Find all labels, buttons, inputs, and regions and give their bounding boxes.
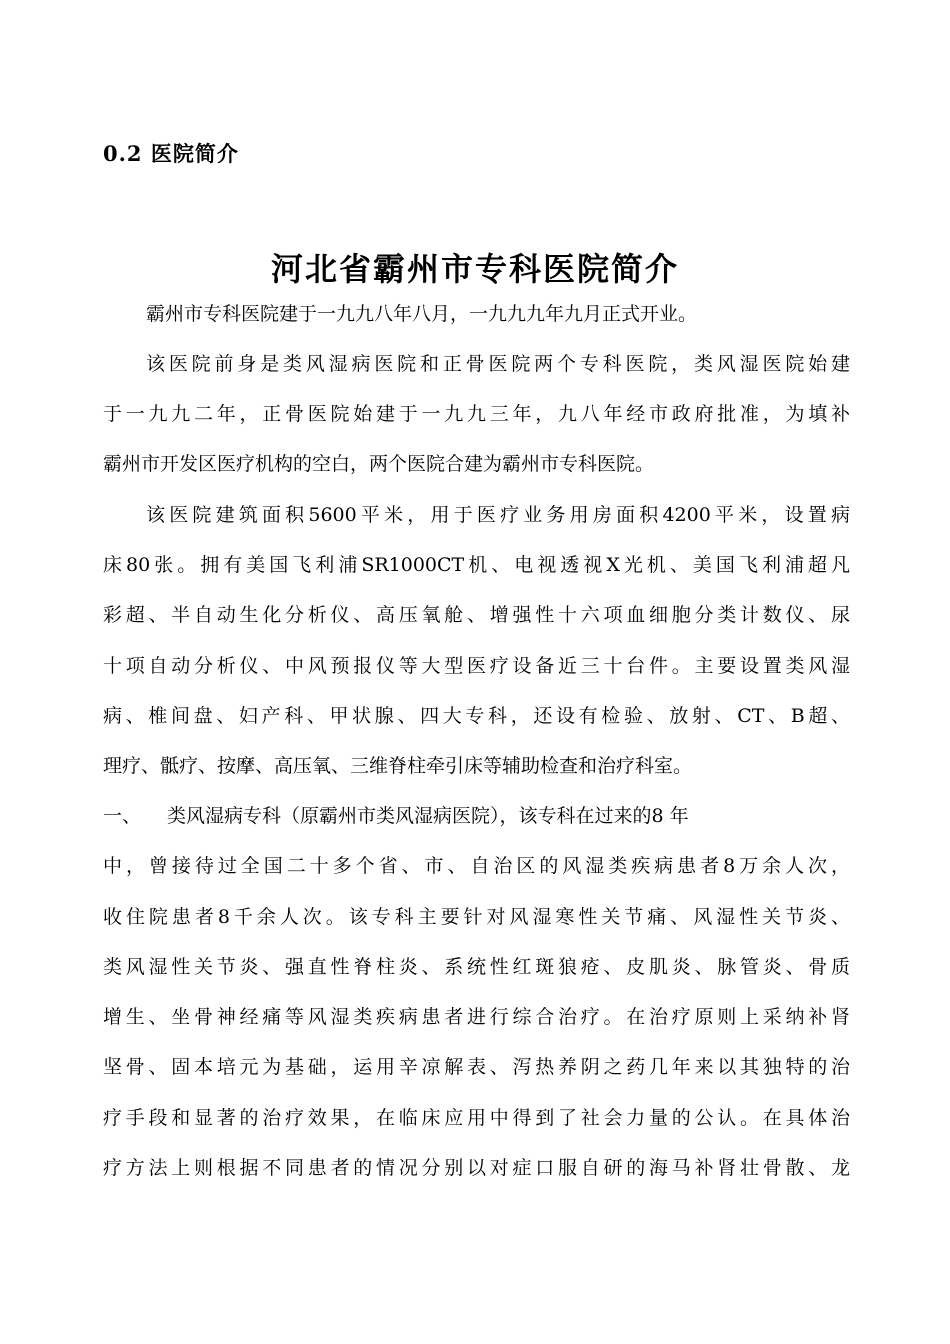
document-title: 河北省霸州市专科医院简介 [270, 250, 679, 288]
paragraph-line: 疗手段和显著的治疗效果，在临床应用中得到了社会力量的公认。在具体治 [103, 1107, 850, 1129]
paragraph-line: 类风湿性关节炎、强直性脊柱炎、系统性红斑狼疮、皮肌炎、脉管炎、骨质 [103, 956, 850, 978]
paragraph-line: 该医院建筑面积5600平米，用于医疗业务用房面积4200平米，设置病 [146, 504, 850, 526]
paragraph-line: 该医院前身是类风湿病医院和正骨医院两个专科医院，类风湿医院始建 [146, 353, 850, 375]
list-item-text: 类风湿病专科（原霸州市类风湿病医院），该专科在过来的8 年 [167, 805, 689, 827]
section-heading: 0.2 医院简介 [103, 141, 239, 166]
paragraph-line: 十项自动分析仪、中风预报仪等大型医疗设备近三十台件。主要设置类风湿 [103, 655, 850, 677]
paragraph-line: 床80张。拥有美国飞利浦SR1000CT机、电视透视X光机、美国飞利浦超凡 [103, 554, 850, 576]
paragraph-line: 彩超、半自动生化分析仪、高压氧舱、增强性十六项血细胞分类计数仪、尿 [103, 604, 850, 626]
list-marker: 一、 [103, 805, 142, 827]
paragraph-line: 于一九九二年，正骨医院始建于一九九三年，九八年经市政府批准，为填补 [103, 403, 850, 425]
paragraph-line: 坚骨、固本培元为基础，运用辛凉解表、泻热养阴之药几年来以其独特的治 [103, 1056, 850, 1078]
paragraph-line: 收住院患者8千余人次。该专科主要针对风湿寒性关节痛、风湿性关节炎、 [103, 906, 850, 928]
paragraph-line: 霸州市开发区医疗机构的空白，两个医院合建为霸州市专科医院。 [103, 453, 655, 475]
paragraph-line: 增生、坐骨神经痛等风湿类疾病患者进行综合治疗。在治疗原则上采纳补肾 [103, 1006, 850, 1028]
paragraph-line: 霸州市专科医院建于一九九八年八月，一九九九年九月正式开业。 [146, 303, 698, 325]
paragraph-line: 疗方法上则根据不同患者的情况分别以对症口服自研的海马补肾壮骨散、龙 [103, 1157, 850, 1179]
paragraph-line: 理疗、骶疗、按摩、高压氧、三维脊柱牵引床等辅助检查和治疗科室。 [103, 755, 693, 777]
paragraph-line: 中，曾接待过全国二十多个省、市、自治区的风湿类疾病患者8万余人次， [103, 855, 850, 877]
paragraph-line: 病、椎间盘、妇产科、甲状腺、四大专科，还设有检验、放射、CT、B超、 [103, 705, 850, 727]
list-item-line [103, 802, 689, 830]
